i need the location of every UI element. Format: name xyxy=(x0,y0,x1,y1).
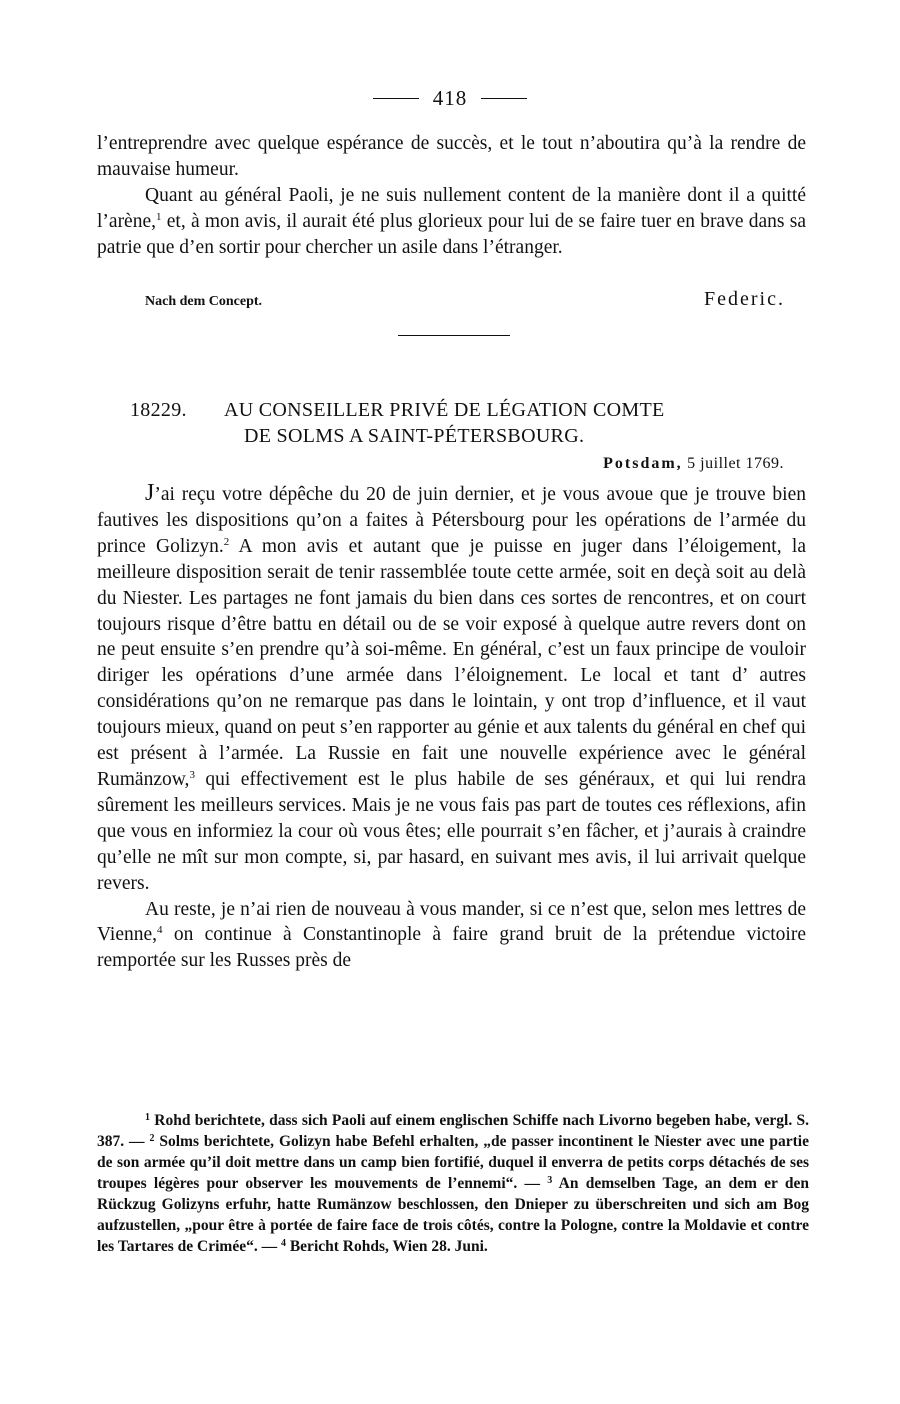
paragraph-text: qui effectivement est le plus habile de ses généraux, et qui lui rendra sûrement les meilleurs services. Mais je ne vous fais pas part de toutes ces réflexions, afin que vous en informiez la cour où vous êtes; elle pourrait s’en fâcher, et j’aurais à craindre qu’elle ne mît sur mon compte, si, par hasard, en suivant mes avis, il lui arrivait quelque revers. xyxy=(97,768,806,894)
paragraph xyxy=(97,897,806,975)
dateline xyxy=(400,455,784,473)
paragraph-text: et, à mon avis, il aurait été plus glorieux pour lui de se faire tuer en brave dans sa patrie que d’en sortir pour chercher un asile dans l’étranger. xyxy=(97,210,806,258)
footnote-mark: 1 xyxy=(145,1112,150,1123)
footnote-text: Solms berichtete, Golizyn habe Befehl erhalten, „de passer incontinent le Niester avec une partie de son armée qu’il doit mettre dans un camp bien fortifié, duquel il enverra de petits corps détachés de ses troupes légères pour observer les mouvements de l’ennemi“. — xyxy=(97,1133,809,1192)
paragraph-text: ’ai reçu votre dépêche du 20 de juin dernier, et je vous avoue que je trouve bien fautives les dispositions qu’on a faites à Pétersbourg pour les opérations de l’armée du prince Golizyn. xyxy=(97,484,806,557)
footnote-ref: 2 xyxy=(223,535,230,548)
footnote-mark: 3 xyxy=(547,1175,553,1186)
paragraph-text: A mon avis et autant que je puisse en juger dans l’éloigement, la meilleure disposition serait de tenir rassemblée toute cette armée, soit en deçà soit au delà du Niester. Les partages ne font jamais du bien dans ces sortes de rencontres, et on court toujours risque d’être battu en détail ou de se voir exposé à quelque autre revers dont on ne peut ensuite s’en prendre qu’à soi-même. En général, c’est un faux principe de vouloir diriger les opérations d’une armée dans l’éloignement. Le local et tant d’ autres considérations qu’on ne remarque pas dans le lointain, y ont trop d’influence, et il vaut toujours mieux, quand on peut s’en rapporter au génie et aux talents du général en chef qui est présent à l’armée. La Russie en fait une nouvelle expérience avec le général Rumänzow, xyxy=(97,535,807,790)
footnote-ref: 3 xyxy=(189,768,195,781)
footnote-text: Bericht Rohds, Wien 28. Juni. xyxy=(285,1238,488,1255)
paragraph xyxy=(97,183,806,261)
footnote-ref: 4 xyxy=(157,924,163,937)
letter-heading xyxy=(130,397,810,449)
previous-letter-end xyxy=(97,131,806,261)
paragraph-text: on continue à Constantinople à faire grand bruit de la prétendue victoire remportée sur les Russes près de xyxy=(97,924,806,972)
footnotes xyxy=(97,1110,809,1257)
source-note: Nach dem Concept. xyxy=(145,294,263,309)
footnote-text: An demselben Tage, an dem er den Rückzug Golizyns erfuhr, hatte Rumänzow beschlossen, den Dnieper zu überschreiten und sich am Bog aufzustellen, „pour être à portée de faire face de trois côtés, contre la Pologne, contre la Moldavie et contre les Tartares de Crimée“. — xyxy=(97,1175,809,1255)
footnote-text: Rohd berichtete, dass sich Paoli auf einem englischen Schiffe nach Livorno begeben habe, vergl. S. 387. — xyxy=(97,1112,809,1150)
heading-line: DE SOLMS A SAINT-PÉTERSBOURG. xyxy=(244,425,585,447)
dateline-place: Potsdam, xyxy=(603,455,683,472)
paragraph: l’entreprendre avec quelque espérance de succès, et le tout n’aboutira qu’à la rendre de mauvaise humeur. xyxy=(97,133,806,180)
paragraph xyxy=(97,481,806,897)
closing-row xyxy=(145,288,785,311)
heading-line: AU CONSEILLER PRIVÉ DE LÉGATION COMTE xyxy=(224,399,665,421)
page-header xyxy=(0,86,900,111)
header-dash-left xyxy=(373,98,419,99)
paragraph-text: Au reste, je n’ai rien de nouveau à vous mander, si ce n’est que, selon mes lettres de Vienne, xyxy=(97,898,806,946)
footnote-block xyxy=(97,1110,809,1257)
page-number: 418 xyxy=(432,86,468,110)
footnote-ref: 1 xyxy=(156,210,162,223)
signature: Federic. xyxy=(704,288,785,310)
section-divider xyxy=(398,335,510,336)
initial-letter: J xyxy=(145,480,155,506)
header-dash-right xyxy=(481,98,527,99)
letter-body xyxy=(97,481,806,974)
footnote-mark: 4 xyxy=(280,1238,286,1249)
paragraph-text: Quant au général Paoli, je ne suis nullement content de la manière dont il a quitté l’arène, xyxy=(97,184,806,232)
dateline-date: 5 juillet 1769. xyxy=(687,455,784,472)
footnote-mark: 2 xyxy=(149,1133,155,1144)
letter-number: 18229. xyxy=(130,399,187,421)
